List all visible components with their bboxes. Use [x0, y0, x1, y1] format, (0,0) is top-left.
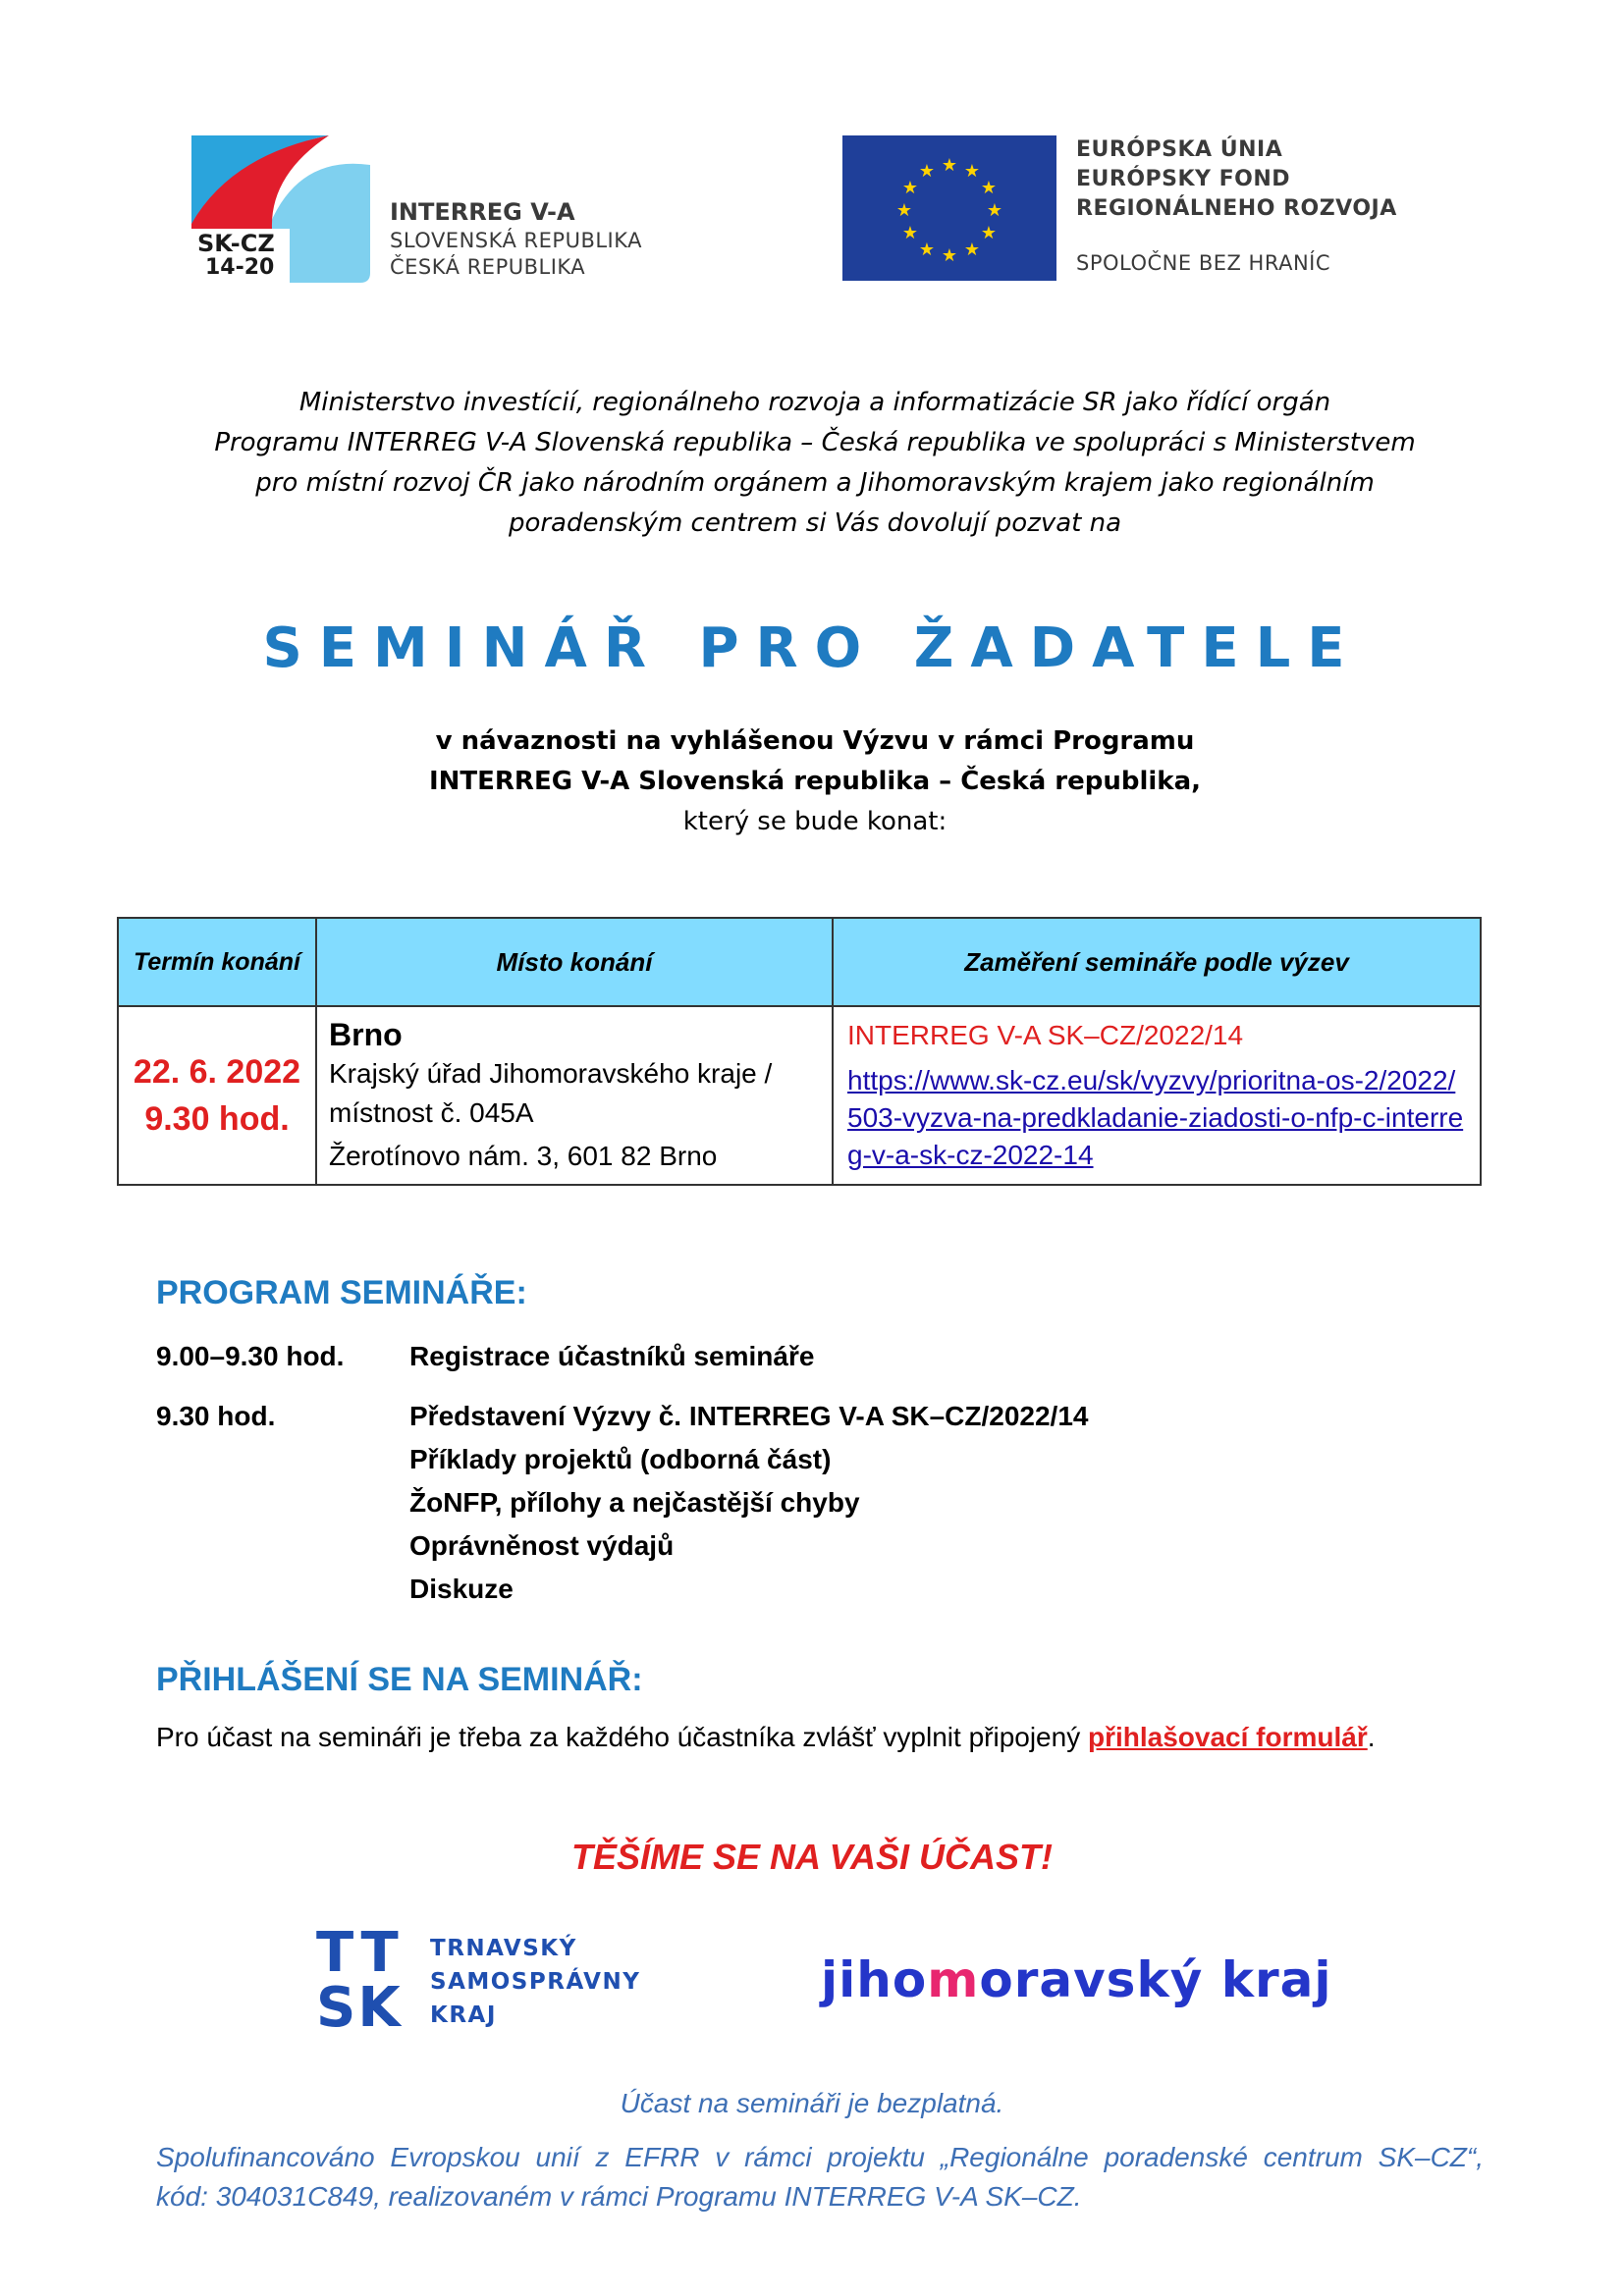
eu-line2: EURÓPSKY FOND — [1076, 167, 1291, 191]
ttsk-text — [430, 1932, 640, 2032]
program-heading: PROGRAM SEMINÁŘE: — [156, 1274, 527, 1311]
interreg-badge-years: 14-20 — [205, 255, 275, 280]
cell-place — [316, 1006, 833, 1185]
intro-line: pro místní rozvoj ČR jako národním orgánem a Jihomoravským krajem jako regionálním — [255, 468, 1375, 498]
svg-text:★: ★ — [901, 178, 919, 198]
ttsk-line2: SAMOSPRÁVNY — [430, 1969, 641, 1995]
jihomoravsky-kraj-logo — [821, 1951, 1332, 2008]
svg-text:★: ★ — [895, 200, 913, 221]
event-office: Krajský úřad Jihomoravského kraje / — [329, 1058, 773, 1089]
interreg-line2: ČESKÁ REPUBLIKA — [390, 255, 586, 279]
ttsk-line3: KRAJ — [430, 2002, 497, 2028]
ttsk-mark-top: TT — [316, 1921, 405, 1985]
svg-text:★: ★ — [963, 161, 981, 182]
call-code: INTERREG V-A SK–CZ/2022/14 — [847, 1020, 1244, 1050]
svg-text:★: ★ — [941, 245, 958, 266]
svg-text:★: ★ — [980, 223, 998, 243]
program-desc: Diskuze — [409, 1574, 514, 1604]
eu-logo — [842, 135, 1471, 283]
cofinancing-note — [156, 2138, 1484, 2216]
eu-flag-icon — [842, 135, 1056, 281]
schedule-table — [117, 917, 1482, 1186]
svg-text:★: ★ — [901, 223, 919, 243]
ttsk-line1: TRNAVSKÝ — [430, 1936, 577, 1961]
free-notice: Účast na semináři je bezplatná. — [620, 2088, 1004, 2118]
jmk-post: oravský kraj — [979, 1951, 1332, 2008]
interreg-line1: SLOVENSKÁ REPUBLIKA — [390, 229, 643, 252]
program-desc: Představení Výzvy č. INTERREG V-A SK–CZ/2022/14 — [409, 1401, 1089, 1431]
intro-line: Ministerstvo investícií, regionálneho rozvoja a informatizácie SR jako řídící orgán — [298, 388, 1331, 417]
eu-line3: REGIONÁLNEHO ROZVOJA — [1076, 196, 1397, 221]
eu-slogan: SPOLOČNE BEZ HRANÍC — [1076, 251, 1331, 275]
subtitle-line: který se bude konat: — [682, 807, 947, 836]
registration-form-link[interactable]: přihlašovací formulář — [1087, 1722, 1368, 1752]
page-title: SEMINÁŘ PRO ŽADATELE — [262, 616, 1362, 680]
ttsk-logo — [316, 1921, 689, 2040]
registration-body: Pro účast na semináři je třeba za každého účastníka zvlášť vyplnit připojený — [156, 1722, 1088, 1752]
header-focus: Zaměření semináře podle výzev — [833, 918, 1481, 1006]
program-time: 9.00–9.30 hod. — [156, 1341, 345, 1371]
program-desc-list — [409, 1395, 1293, 1611]
program-desc: ŽoNFP, přílohy a nejčastější chyby — [409, 1487, 860, 1518]
header-date: Termín konání — [118, 918, 316, 1006]
call-link[interactable]: https://www.sk-cz.eu/sk/vyzvy/prioritna-os-2/2022/503-vyzva-na-predkladanie-ziadosti-o-nfp-c-interreg-v-a-sk-cz-2022-14 — [847, 1065, 1464, 1170]
intro-paragraph — [147, 383, 1483, 544]
ttsk-mark-bottom: SK — [316, 1976, 403, 2040]
event-city: Brno — [329, 1017, 403, 1052]
cell-focus — [833, 1006, 1481, 1185]
cofin-line: Spolufinancováno Evropskou unií z EFRR v rámci projektu „Regionálne poradenské centrum SK–CZ“, — [156, 2142, 1484, 2172]
table-row — [118, 1006, 1481, 1185]
jmk-pre: jiho — [821, 1951, 928, 2008]
interreg-logo — [191, 135, 741, 283]
event-room: místnost č. 045A — [329, 1097, 534, 1128]
cofin-line: kód: 304031C849, realizovaném v rámci Programu INTERREG V-A SK–CZ. — [156, 2181, 1082, 2212]
cell-date — [118, 1006, 316, 1185]
svg-text:★: ★ — [918, 240, 936, 260]
program-time: 9.30 hod. — [156, 1401, 276, 1431]
registration-heading: PŘIHLÁŠENÍ SE NA SEMINÁŘ: — [156, 1661, 643, 1698]
registration-text — [156, 1722, 1376, 1753]
event-time: 9.30 hod. — [144, 1100, 290, 1138]
svg-text:★: ★ — [941, 155, 958, 176]
table-header-row — [118, 918, 1481, 1006]
svg-text:★: ★ — [918, 161, 936, 182]
event-address: Žerotínovo nám. 3, 601 82 Brno — [329, 1141, 718, 1171]
subtitle — [147, 721, 1483, 842]
jmk-m: m — [927, 1951, 980, 2008]
program-desc: Příklady projektů (odborná část) — [409, 1444, 832, 1474]
program-desc: Oprávněnost výdajů — [409, 1530, 675, 1561]
svg-text:★: ★ — [980, 178, 998, 198]
intro-line: Programu INTERREG V-A Slovenská republika – Česká republika ve spolupráci s Ministerstvem — [214, 428, 1416, 457]
intro-line: poradenským centrem si Vás dovolují pozvat na — [508, 508, 1122, 538]
registration-end: . — [1367, 1722, 1376, 1752]
eu-title — [1076, 135, 1397, 224]
program-desc: Registrace účastníků semináře — [409, 1341, 815, 1371]
subtitle-line: INTERREG V-A Slovenská republika – Česká republika, — [428, 767, 1202, 796]
svg-text:★: ★ — [963, 240, 981, 260]
program-item — [156, 1335, 1334, 1378]
interreg-badge-code: SK-CZ — [197, 230, 275, 257]
interreg-title: INTERREG V-A — [390, 198, 575, 226]
header-place: Místo konání — [316, 918, 833, 1006]
svg-text:★: ★ — [986, 200, 1003, 221]
event-date: 22. 6. 2022 — [133, 1053, 301, 1091]
eu-line1: EURÓPSKA ÚNIA — [1076, 137, 1283, 162]
closing-slogan: TĚŠÍME SE NA VAŠI ÚČAST! — [570, 1837, 1054, 1877]
subtitle-line: v návaznosti na vyhlášenou Výzvu v rámci Programu — [435, 726, 1195, 756]
program-item — [156, 1395, 1334, 1621]
